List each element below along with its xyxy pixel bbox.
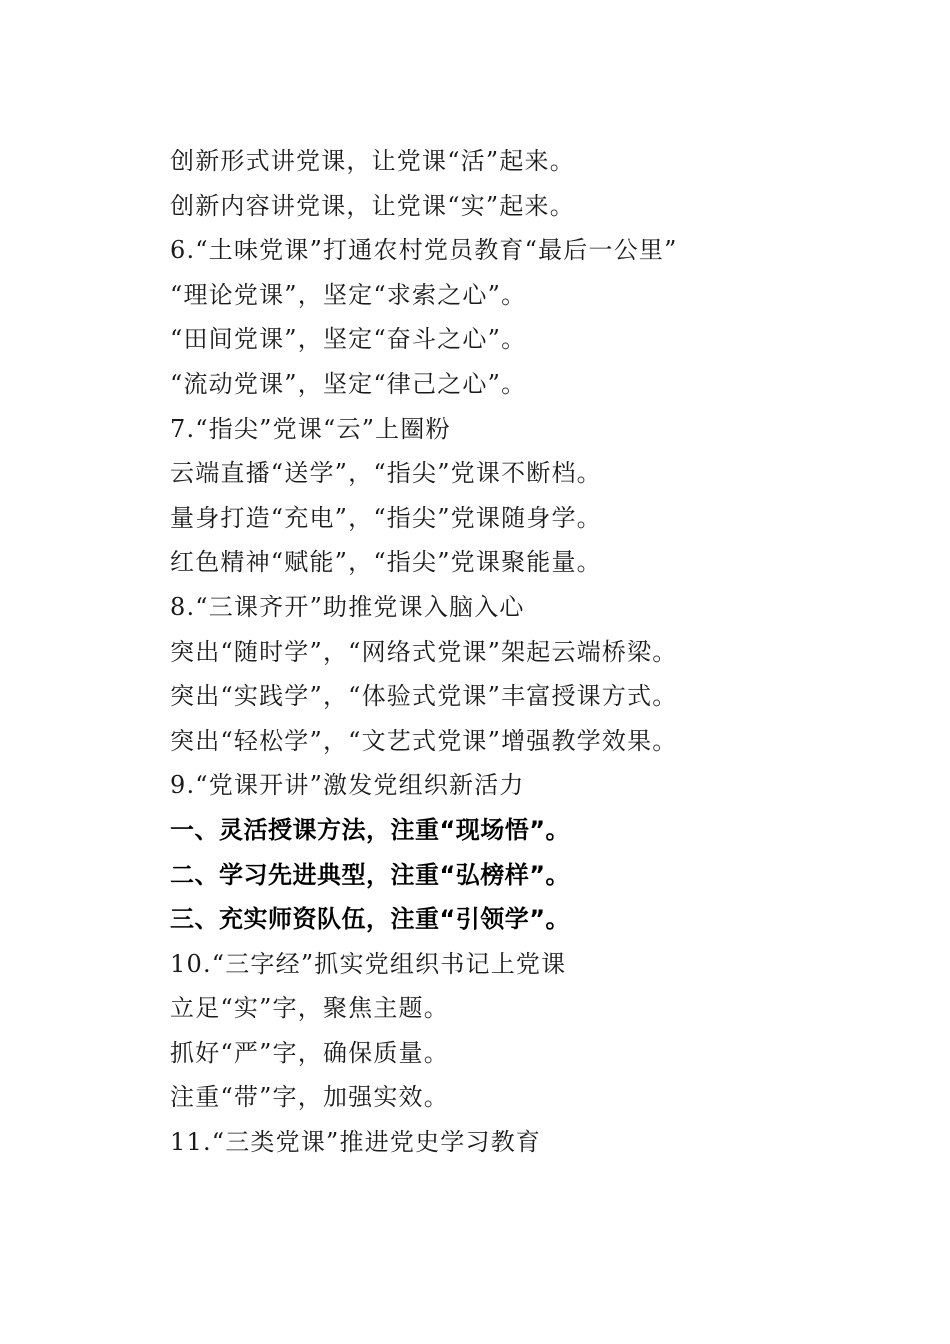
section-heading: 9.“党课开讲”激发党组织新活力: [170, 771, 525, 800]
text-line: 创新形式讲党课，让党课“活”起来。: [170, 147, 575, 175]
text-line: 突出“随时学”，“网络式党课”架起云端桥梁。: [170, 637, 678, 666]
text-line: “理论党课”，坚定“求索之心”。: [170, 280, 527, 309]
bold-text-line: 三、充实师资队伍，注重“引领学”。: [170, 905, 571, 934]
text-line: 注重“带”字，加强实效。: [170, 1083, 449, 1112]
text-line: “田间党课”，坚定“奋斗之心”。: [170, 325, 527, 354]
text-line: 突出“轻松学”，“文艺式党课”增强教学效果。: [170, 726, 678, 755]
text-line: 红色精神“赋能”，“指尖”党课聚能量。: [170, 548, 602, 577]
text-line: 立足“实”字，聚焦主题。: [170, 994, 449, 1023]
text-line: 创新内容讲党课，让党课“实”起来。: [170, 191, 575, 220]
section-heading: 10.“三字经”抓实党组织书记上党课: [170, 949, 567, 978]
document-body: [170, 139, 890, 1165]
section-heading: 7.“指尖”党课“云”上圈粉: [170, 414, 451, 443]
section-heading: 11.“三类党课”推进党史学习教育: [170, 1128, 542, 1157]
text-line: 抓好“严”字，确保质量。: [170, 1038, 449, 1067]
section-heading: 6.“土味党课”打通农村党员教育“最后一公里”: [170, 236, 678, 265]
text-line: 突出“实践学”，“体验式党课”丰富授课方式。: [170, 682, 678, 711]
text-line: “流动党课”，坚定“律己之心”。: [170, 369, 527, 398]
bold-text-line: 一、灵活授课方法，注重“现场悟”。: [170, 815, 571, 844]
section-heading: 8.“三课齐开”助推党课入脑入心: [170, 592, 525, 621]
text-line: 云端直播“送学”，“指尖”党课不断档。: [170, 459, 602, 488]
bold-text-line: 二、学习先进典型，注重“弘榜样”。: [170, 860, 571, 889]
text-line: 量身打造“充电”，“指尖”党课随身学。: [170, 503, 602, 532]
